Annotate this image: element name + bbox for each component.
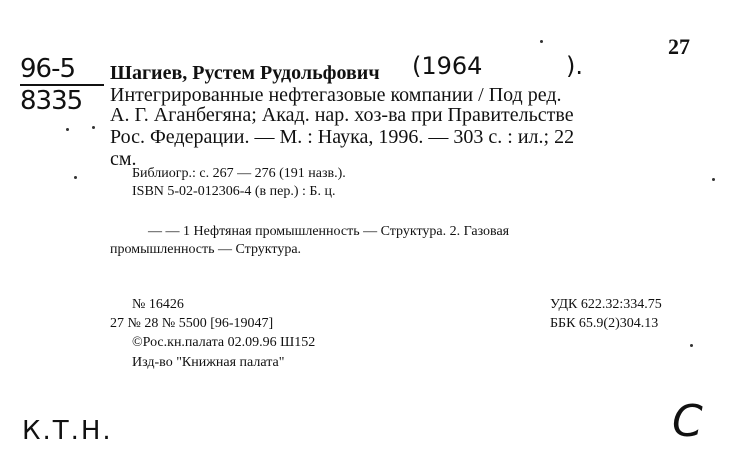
- registration-line: 27 № 28 № 5500 [96-19047]: [110, 316, 274, 331]
- subjects-line-2: промышленность — Структура.: [110, 242, 302, 257]
- book-chamber-line: ©Рос.кн.палата 02.09.96 Ш152: [132, 335, 316, 350]
- speck-6: [690, 344, 693, 347]
- call-number-top: 96-5: [20, 54, 76, 84]
- handwritten-mark: С: [672, 396, 703, 447]
- author-birth-close: ).: [566, 52, 583, 80]
- speck-2: [92, 126, 95, 129]
- author-heading: Шагиев, Рустем Рудольфович: [110, 62, 380, 84]
- call-number-bottom: 8335: [20, 86, 83, 116]
- speck-3: [74, 176, 77, 179]
- title-line-1: Интегрированные нефтегазовые компании / Под ред.: [110, 84, 562, 106]
- title-line-4: см.: [110, 148, 137, 170]
- title-line-3: Рос. Федерации. — М. : Наука, 1996. — 303 с. : ил.; 22: [110, 126, 575, 148]
- speck-1: [66, 128, 69, 131]
- udk-code: УДК 622.32:334.75: [550, 297, 662, 312]
- page-number: 27: [668, 34, 690, 59]
- subjects-line-1: — — 1 Нефтяная промышленность — Структура. 2. Газовая: [148, 224, 510, 239]
- isbn-line: ISBN 5-02-012306-4 (в пер.) : Б. ц.: [132, 184, 336, 199]
- record-number: № 16426: [132, 297, 184, 312]
- bbk-code: ББК 65.9(2)304.13: [550, 316, 659, 331]
- handwritten-degree: К.Т.Н.: [22, 416, 113, 446]
- bibliography-note: Библиогр.: с. 267 — 276 (191 назв.).: [132, 166, 346, 181]
- author-birth-year: (1964: [412, 52, 483, 80]
- title-line-2: А. Г. Аганбегяна; Акад. нар. хоз-ва при Правительстве: [110, 104, 574, 126]
- speck-5: [712, 178, 715, 181]
- publisher-line: Изд-во "Книжная палата": [132, 355, 285, 370]
- speck-4: [540, 40, 543, 43]
